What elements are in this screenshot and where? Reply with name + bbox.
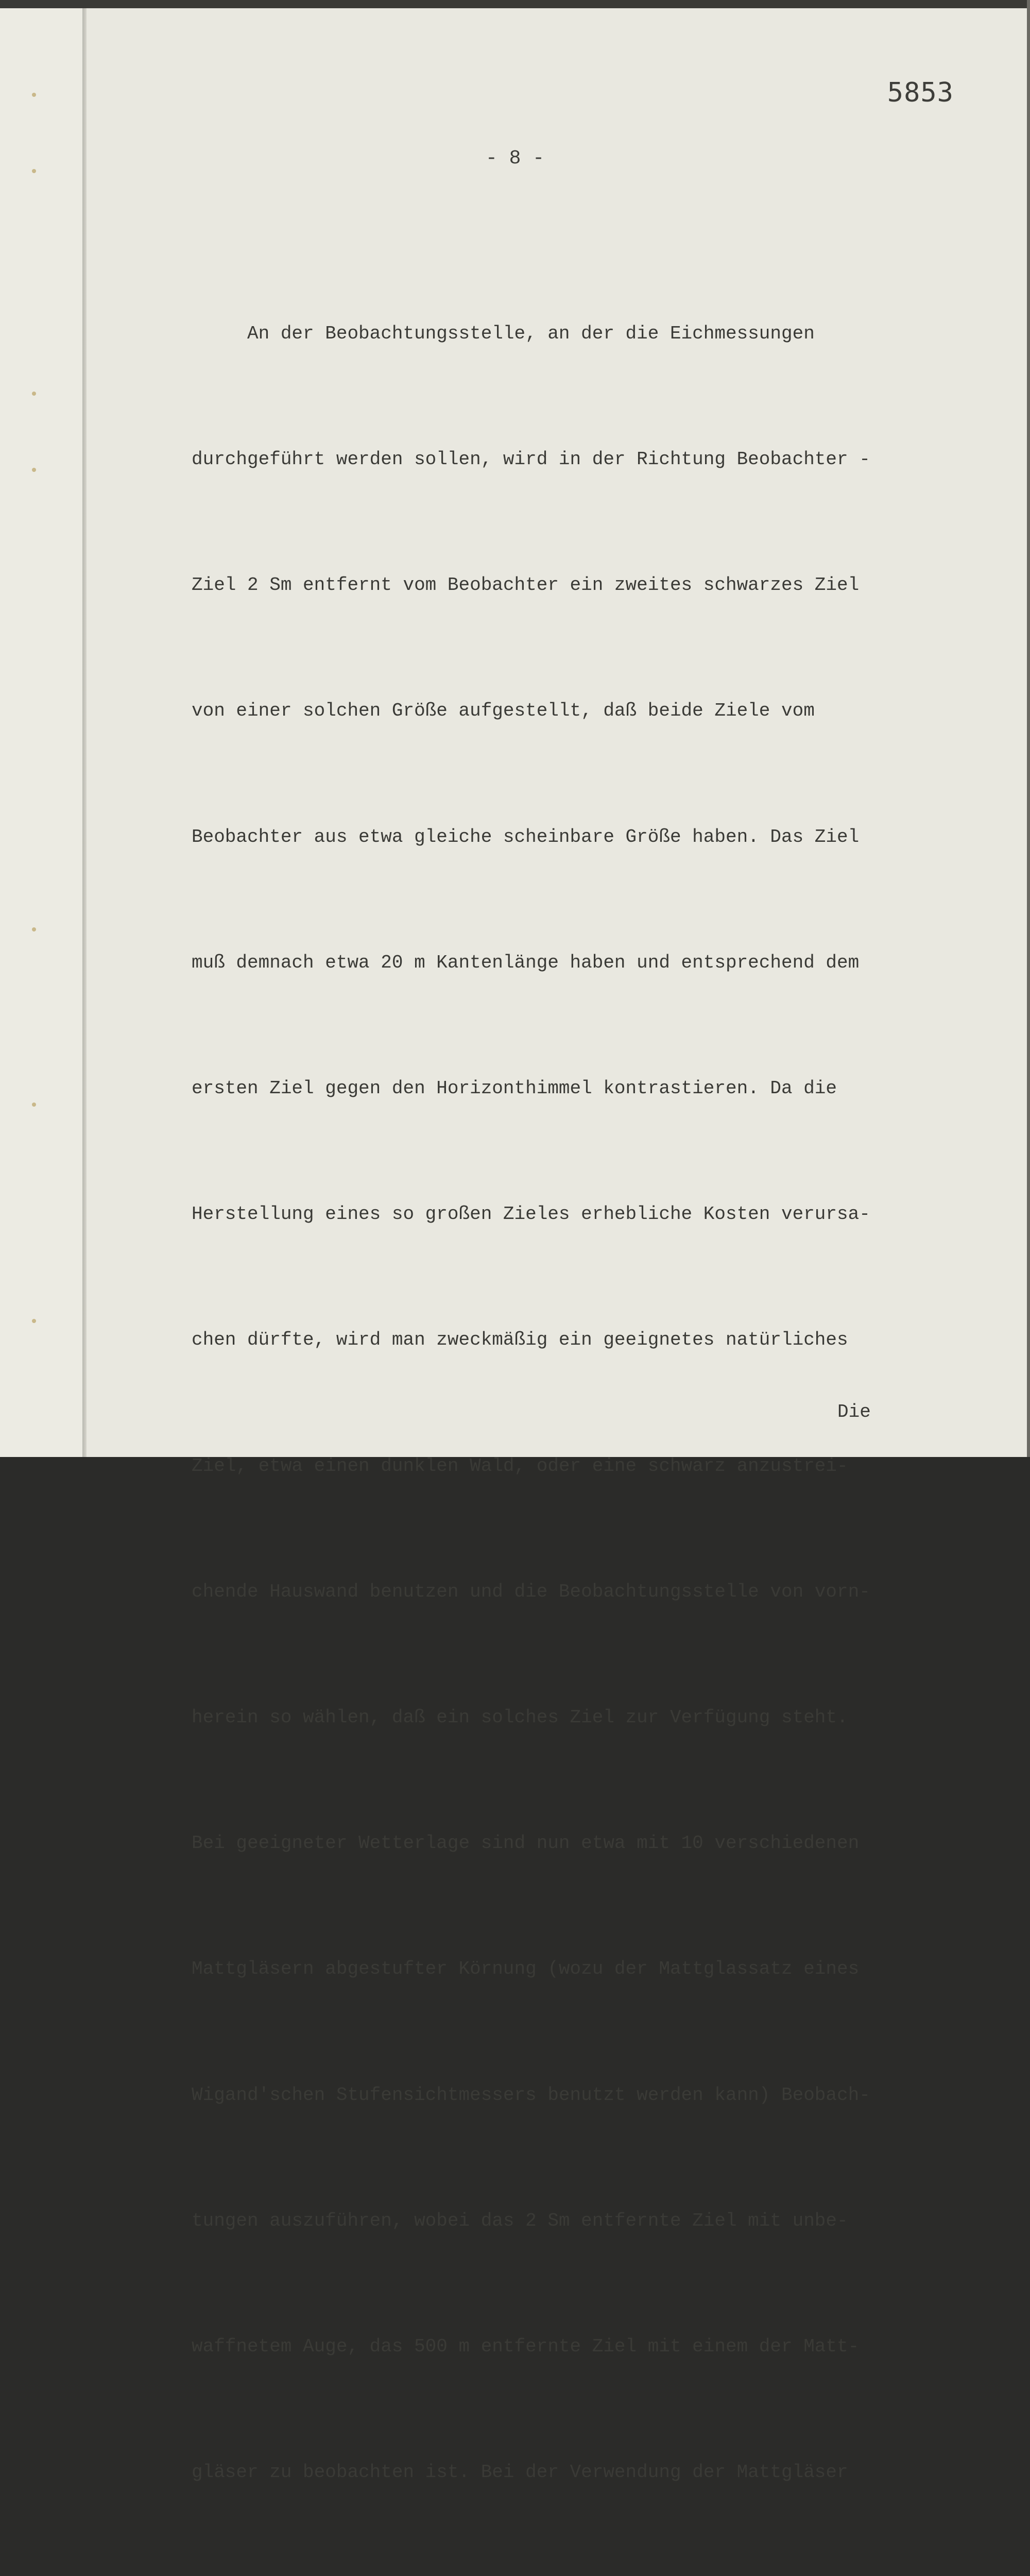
binding-margin: [0, 8, 82, 1457]
punch-hole-mark: [32, 1103, 36, 1107]
text-line: Herstellung eines so großen Zieles erhebliche Kosten verursa-: [192, 1204, 870, 1225]
punch-hole-mark: [32, 392, 36, 396]
scan-top-edge: [0, 0, 1030, 8]
punch-hole-mark: [32, 1319, 36, 1323]
punch-hole-mark: [32, 169, 36, 173]
punch-hole-mark: [32, 468, 36, 472]
text-line: herein so wählen, daß ein solches Ziel zur Verfügung steht.: [192, 1707, 848, 1728]
punch-hole-mark: [32, 93, 36, 97]
binding-fold-line: [82, 8, 87, 1457]
text-line: von einer solchen Größe aufgestellt, daß beide Ziele vom: [192, 700, 815, 722]
catchword: Die: [837, 1401, 871, 1422]
text-line: gläser zu beobachten ist. Bei der Verwendung der Mattgläser: [192, 2462, 848, 2483]
scan-right-edge: [1027, 0, 1030, 1457]
text-line: durchgeführt werden sollen, wird in der Richtung Beobachter -: [192, 449, 870, 470]
text-line: Ziel 2 Sm entfernt vom Beobachter ein zweites schwarzes Ziel: [192, 574, 860, 596]
punch-hole-mark: [32, 927, 36, 931]
text-line: Beobachter aus etwa gleiche scheinbare Größe haben. Das Ziel: [192, 826, 860, 848]
text-line: Mattgläsern abgestufter Körnung (wozu der Mattglassatz eines: [192, 1958, 860, 1980]
text-line: An der Beobachtungsstelle, an der die Eichmessungen: [192, 323, 815, 344]
folio-number: 5853: [887, 77, 954, 108]
text-line: waffnetem Auge, das 500 m entfernte Ziel mit einem der Matt-: [192, 2336, 860, 2358]
text-line: ersten Ziel gegen den Horizonthimmel kontrastieren. Da die: [192, 1078, 837, 1099]
text-line: Ziel, etwa einen dunklen Wald, oder eine schwarz anzustrei-: [192, 1455, 848, 1477]
text-line: tungen auszuführen, wobei das 2 Sm entfernte Ziel mit unbe-: [192, 2210, 848, 2231]
text-line: chende Hauswand benutzen und die Beobachtungsstelle von vorn-: [192, 1581, 870, 1602]
text-line: chen dürfte, wird man zweckmäßig ein geeignetes natürliches: [192, 1329, 848, 1351]
text-line: Wigand'schen Stufensichtmessers benutzt werden kann) Beobach-: [192, 2084, 870, 2106]
page-number: - 8 -: [485, 147, 545, 170]
text-line: Bei geeigneter Wetterlage sind nun etwa mit 10 verschiedenen: [192, 1833, 860, 1854]
text-line: muß demnach etwa 20 m Kantenlänge haben und entsprechend dem: [192, 952, 860, 973]
typed-body-text: [192, 229, 995, 2576]
